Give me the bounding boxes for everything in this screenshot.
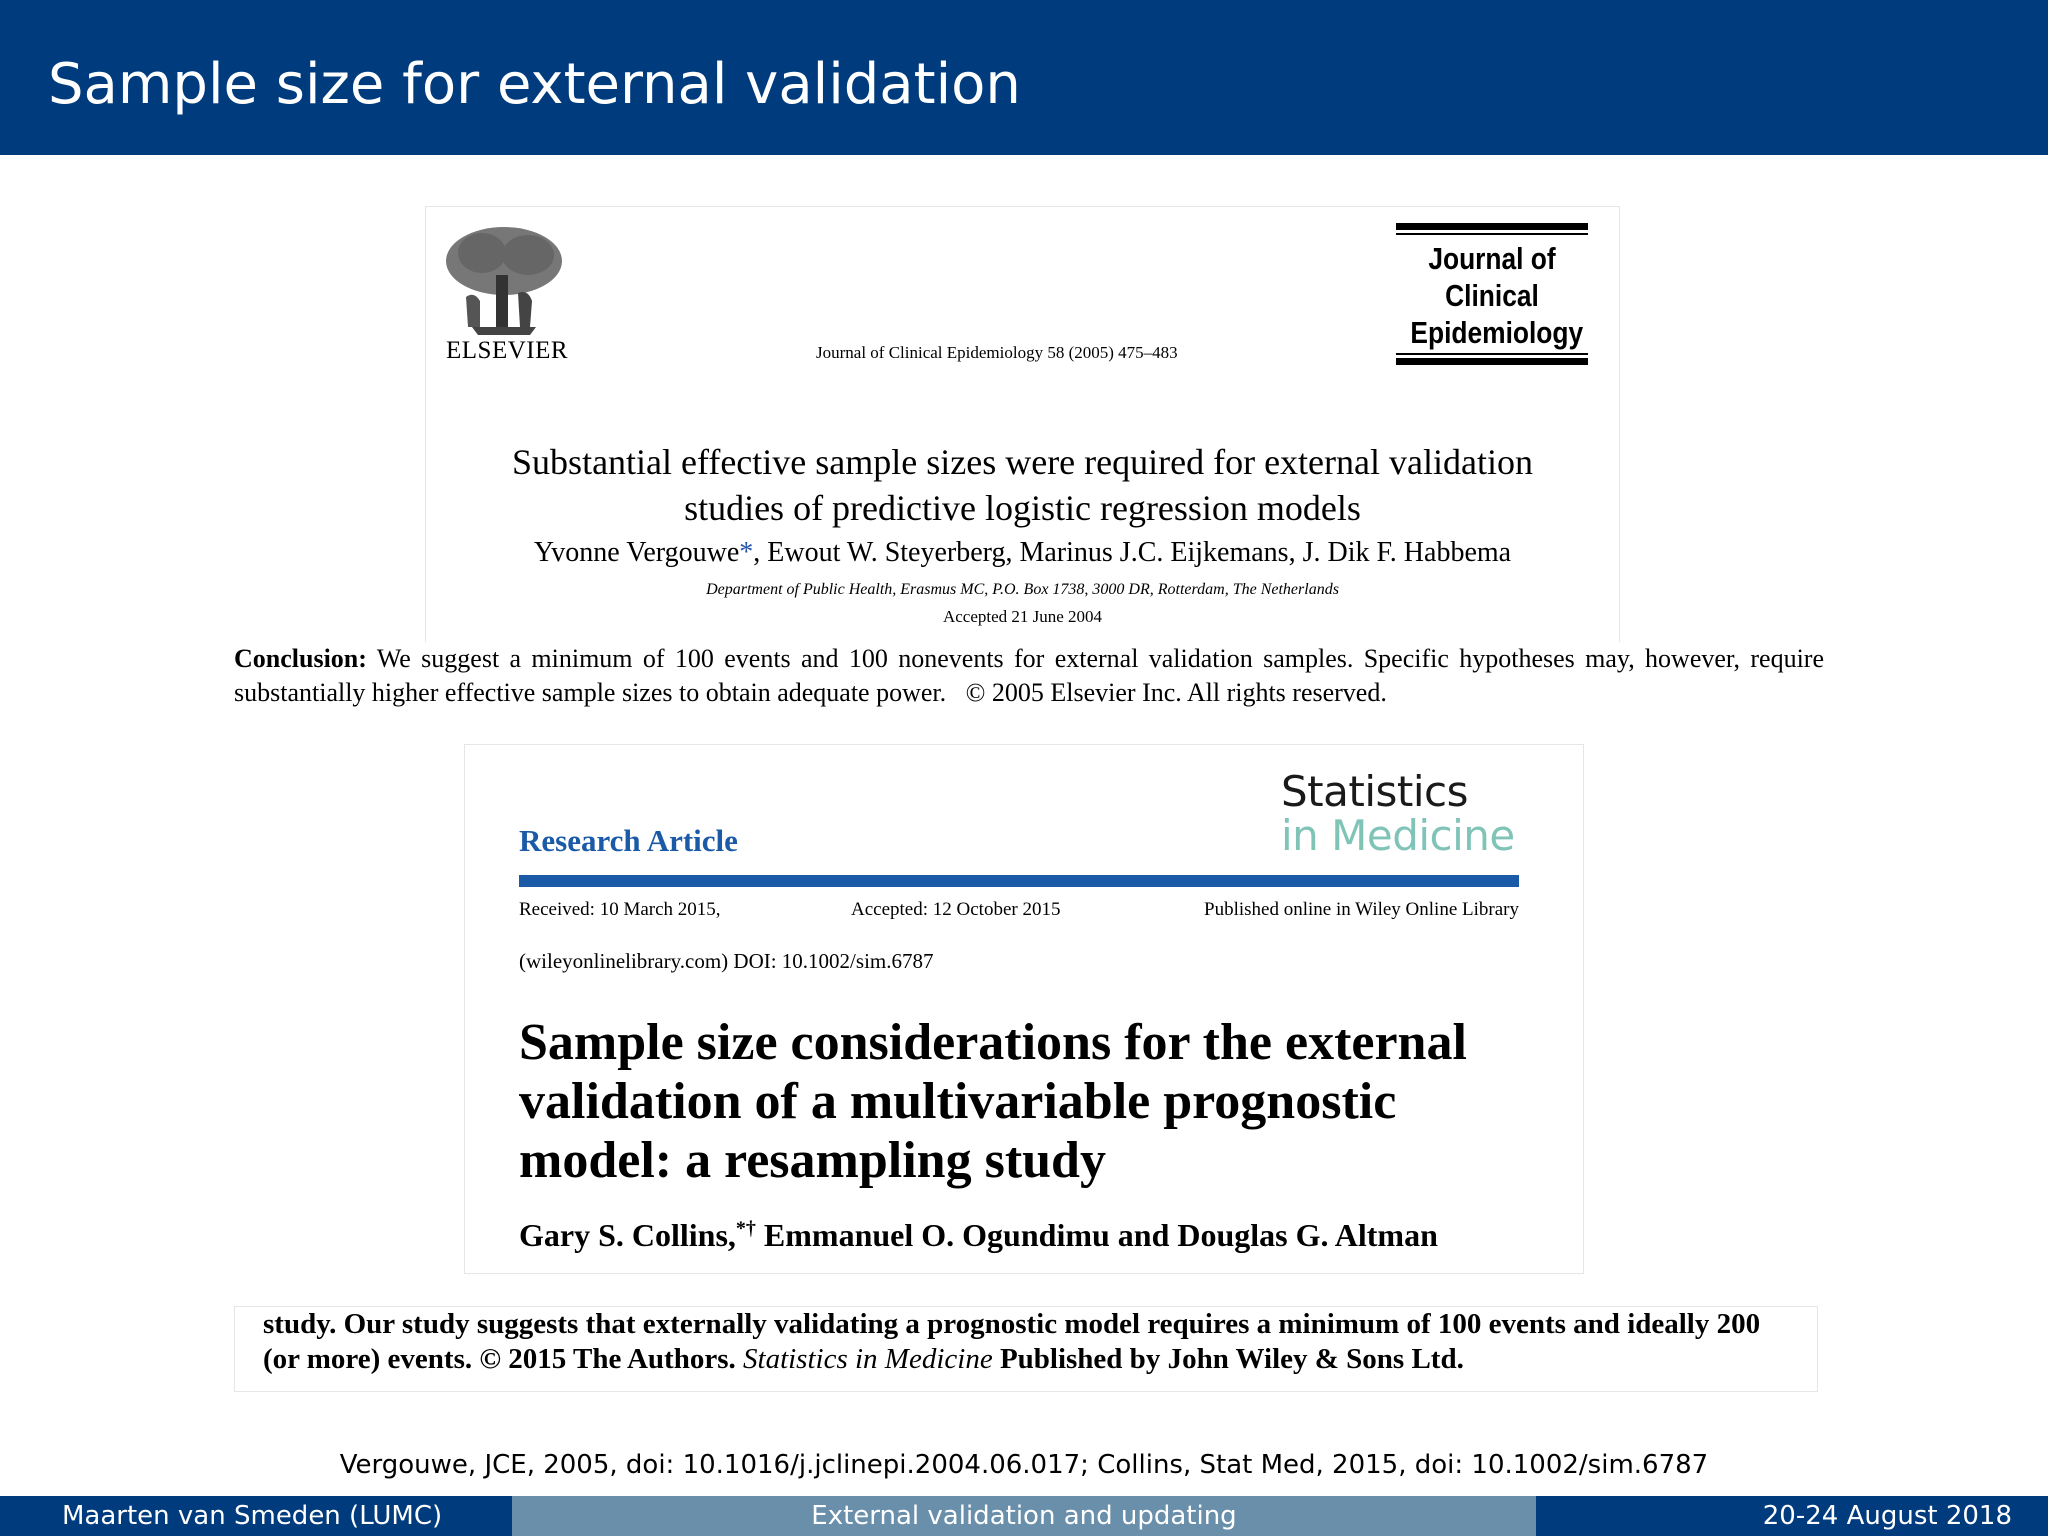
paper1-conclusion: [234, 642, 1824, 710]
journal-logo-line: in Medicine: [1281, 811, 1515, 860]
footer-talk-title: External validation and updating: [512, 1496, 1536, 1536]
paper1-header-clip: [425, 206, 1620, 644]
paper1-citation: Journal of Clinical Epidemiology 58 (2005) 475–483: [816, 343, 1178, 362]
publisher-name: ELSEVIER: [446, 337, 569, 364]
paper1-title-line: Substantial effective sample sizes were required for external validation: [512, 442, 1533, 482]
paper1-authors: [426, 537, 1619, 569]
author-name: Gary S. Collins,: [519, 1217, 736, 1253]
paper1-affiliation: Department of Public Health, Erasmus MC, P.O. Box 1738, 3000 DR, Rotterdam, The Netherlands: [706, 581, 1339, 598]
conclusion-end: Published by John Wiley & Sons Ltd.: [992, 1343, 1464, 1375]
title-bar: [0, 0, 2048, 155]
footer-bar: [0, 1496, 2048, 1536]
journal-name-line: Epidemiology: [1410, 315, 1584, 350]
paper1-title: [426, 439, 1619, 531]
author-list: Emmanuel O. Ogundimu and Douglas G. Altman: [755, 1217, 1438, 1253]
footer-date: 20-24 August 2018: [1536, 1496, 2048, 1536]
conclusion-text: study. Our study suggests that externally validating a prognostic model requires a minimum of 100 events and ideally 200 (or more) events. © 2015 The Authors.: [263, 1308, 1761, 1375]
copyright: © 2005 Elsevier Inc. All rights reserved.: [965, 678, 1387, 707]
journal-name-line: Journal of: [1428, 241, 1556, 276]
author-name: Yvonne Vergouwe: [533, 537, 740, 568]
reference-line: Vergouwe, JCE, 2005, doi: 10.1016/j.jclinepi.2004.06.017; Collins, Stat Med, 2015, doi: 10.1002/sim.6787: [339, 1450, 1709, 1480]
header-rule: [519, 875, 1519, 887]
paper2-conclusion: [263, 1307, 1803, 1377]
paper2-header-clip: [464, 744, 1584, 1274]
journal-italic: Statistics in Medicine: [743, 1343, 993, 1375]
elsevier-tree-logo: [442, 223, 566, 339]
journal-name-line: Clinical: [1445, 278, 1539, 313]
accepted-date: Accepted: 12 October 2015: [851, 899, 1061, 920]
journal-logo-line: Statistics: [1281, 767, 1468, 816]
author-list: , Ewout W. Steyerberg, Marinus J.C. Eijkemans, J. Dik F. Habbema: [753, 537, 1512, 568]
journal-name: [1410, 240, 1584, 351]
paper1-accepted: Accepted 21 June 2004: [942, 607, 1103, 626]
published-online: Published online in Wiley Online Library: [1204, 899, 1519, 920]
slide-title: Sample size for external validation: [48, 52, 1021, 117]
journal-logo: [1396, 223, 1588, 365]
paper1-conclusion-clip: [207, 642, 1845, 717]
received-date: Received: 10 March 2015,: [519, 899, 721, 920]
conclusion-text: We suggest a minimum of 100 events and 100 nonevents for external validation samples. Specific hypotheses may, however, require substantially higher effective sample sizes to obtain adequate power.: [234, 644, 1825, 707]
paper1-title-line: studies of predictive logistic regression models: [684, 488, 1361, 528]
corresponding-mark: *: [739, 537, 754, 568]
conclusion-label: Conclusion:: [234, 644, 367, 673]
paper2-title: Sample size considerations for the external validation of a multivariable prognostic model: a resampling study: [519, 1014, 1467, 1189]
paper2-conclusion-clip: [234, 1306, 1818, 1392]
paper2-authors: [519, 1217, 1438, 1254]
paper2-doi: (wileyonlinelibrary.com) DOI: 10.1002/sim.6787: [519, 949, 934, 973]
footer-author: Maarten van Smeden (LUMC): [0, 1496, 512, 1536]
author-marks: *†: [735, 1217, 756, 1240]
article-type: Research Article: [519, 823, 738, 858]
